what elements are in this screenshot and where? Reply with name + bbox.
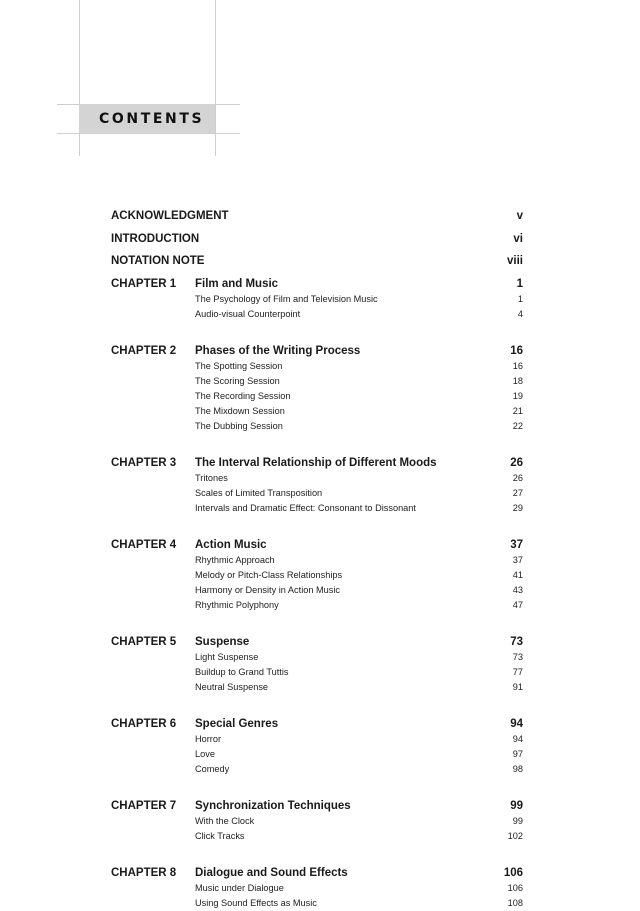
chapter-page: 94: [510, 717, 523, 730]
chapter-block: [111, 717, 523, 777]
section-entry[interactable]: [111, 389, 523, 404]
section-title: Neutral Suspense: [195, 681, 269, 692]
toc-entry-page: v: [516, 210, 523, 222]
section-title: Melody or Pitch-Class Relationships: [195, 569, 343, 580]
section-page: 108: [507, 897, 523, 908]
section-title: The Spotting Session: [195, 360, 283, 371]
section-title: Rhythmic Approach: [195, 554, 275, 565]
chapter-block: [111, 635, 523, 695]
section-page: 98: [512, 763, 523, 774]
section-page: 43: [512, 584, 523, 595]
section-entry[interactable]: [111, 762, 523, 777]
section-entry[interactable]: [111, 486, 523, 501]
toc-entry-label: NOTATION NOTE: [111, 255, 205, 268]
chapter-heading[interactable]: [111, 538, 523, 553]
section-page: 37: [512, 554, 523, 565]
section-page: 47: [512, 599, 523, 610]
section-page: 94: [512, 733, 523, 744]
section-page: 19: [512, 390, 523, 401]
section-page: 4: [517, 308, 523, 319]
section-entry[interactable]: [111, 732, 523, 747]
section-title: The Psychology of Film and Television Music: [195, 293, 378, 304]
section-entry[interactable]: [111, 374, 523, 389]
section-entry[interactable]: [111, 501, 523, 516]
chapter-number: CHAPTER 8: [111, 866, 177, 879]
chapter-title: Film and Music: [195, 277, 279, 290]
section-title: Rhythmic Polyphony: [195, 599, 279, 610]
section-title: Comedy: [195, 763, 230, 774]
section-entry[interactable]: [111, 680, 523, 695]
chapter-block: [111, 799, 523, 844]
section-entry[interactable]: [111, 292, 523, 307]
section-title: The Dubbing Session: [195, 420, 283, 431]
section-entry[interactable]: [111, 419, 523, 434]
section-entry[interactable]: [111, 598, 523, 613]
crop-mark-bottom: [57, 133, 240, 134]
chapter-title: Synchronization Techniques: [195, 799, 351, 812]
section-page: 97: [512, 748, 523, 759]
section-entry[interactable]: [111, 829, 523, 844]
section-page: 22: [512, 420, 523, 431]
section-entry[interactable]: [111, 404, 523, 419]
section-title: Buildup to Grand Tuttis: [195, 666, 289, 677]
section-page: 99: [512, 815, 523, 826]
section-entry[interactable]: [111, 747, 523, 762]
section-page: 102: [507, 830, 523, 841]
section-entry[interactable]: [111, 896, 523, 911]
section-page: 73: [512, 651, 523, 662]
chapter-block: [111, 344, 523, 434]
section-page: 29: [512, 502, 523, 513]
section-page: 27: [512, 487, 523, 498]
chapter-title: Phases of the Writing Process: [195, 344, 361, 357]
section-entry[interactable]: [111, 553, 523, 568]
section-title: Music under Dialogue: [195, 882, 284, 893]
section-title: The Scoring Session: [195, 375, 280, 386]
section-title: Click Tracks: [195, 830, 245, 841]
section-entry[interactable]: [111, 814, 523, 829]
chapter-heading[interactable]: [111, 866, 523, 881]
chapter-heading[interactable]: [111, 344, 523, 359]
chapter-title: Special Genres: [195, 717, 279, 730]
front-matter-list: [111, 209, 523, 277]
table-of-contents: [111, 209, 523, 911]
toc-entry-label: ACKNOWLEDGMENT: [111, 210, 229, 222]
section-page: 1: [517, 293, 523, 304]
chapter-heading[interactable]: [111, 717, 523, 732]
chapter-page: 1: [516, 277, 523, 290]
chapter-block: [111, 456, 523, 516]
section-title: Harmony or Density in Action Music: [195, 584, 341, 595]
section-title: Audio-visual Counterpoint: [195, 308, 301, 319]
chapter-page: 73: [510, 635, 523, 648]
chapter-number: CHAPTER 6: [111, 717, 177, 730]
section-page: 16: [512, 360, 523, 371]
chapter-page: 37: [510, 538, 523, 551]
chapter-title: The Interval Relationship of Different Moods: [195, 456, 437, 469]
chapter-page: 106: [503, 866, 523, 879]
page-title: CONTENTS: [99, 111, 205, 127]
toc-entry[interactable]: [111, 209, 523, 232]
toc-entry-page: vi: [513, 232, 523, 245]
chapter-block: [111, 277, 523, 322]
section-page: 18: [512, 375, 523, 386]
toc-entry[interactable]: [111, 254, 523, 277]
section-title: Using Sound Effects as Music: [195, 897, 317, 908]
section-title: Intervals and Dramatic Effect: Consonant to Dissonant: [195, 502, 416, 513]
chapter-title: Dialogue and Sound Effects: [195, 866, 348, 879]
section-title: The Mixdown Session: [195, 405, 285, 416]
chapter-title: Action Music: [195, 538, 267, 551]
chapter-block: [111, 866, 523, 911]
chapter-number: CHAPTER 5: [111, 635, 177, 648]
chapter-number: CHAPTER 1: [111, 277, 177, 290]
section-entry[interactable]: [111, 568, 523, 583]
chapter-page: 26: [510, 456, 523, 469]
section-entry[interactable]: [111, 583, 523, 598]
section-page: 91: [512, 681, 523, 692]
section-title: Love: [195, 748, 215, 759]
chapter-heading[interactable]: [111, 277, 523, 292]
section-entry[interactable]: [111, 307, 523, 322]
chapter-number: CHAPTER 7: [111, 799, 177, 812]
section-entry[interactable]: [111, 665, 523, 680]
chapter-title: Suspense: [195, 635, 250, 648]
toc-entry-page: viii: [507, 255, 523, 268]
section-entry[interactable]: [111, 650, 523, 665]
section-page: 26: [512, 472, 523, 483]
section-title: The Recording Session: [195, 390, 291, 401]
section-title: Scales of Limited Transposition: [195, 487, 323, 498]
chapter-number: CHAPTER 4: [111, 538, 177, 551]
section-page: 21: [512, 405, 523, 416]
chapter-list: [111, 277, 523, 911]
toc-entry-label: INTRODUCTION: [111, 232, 200, 245]
section-entry[interactable]: [111, 881, 523, 896]
chapter-heading[interactable]: [111, 456, 523, 471]
section-title: Tritones: [195, 472, 228, 483]
toc-entry[interactable]: [111, 232, 523, 255]
chapter-number: CHAPTER 3: [111, 456, 177, 469]
chapter-block: [111, 538, 523, 613]
section-title: Horror: [195, 733, 222, 744]
section-page: 41: [512, 569, 523, 580]
section-page: 106: [507, 882, 523, 893]
chapter-page: 16: [510, 344, 523, 357]
section-page: 77: [512, 666, 523, 677]
chapter-number: CHAPTER 2: [111, 344, 177, 357]
section-entry[interactable]: [111, 359, 523, 374]
chapter-heading[interactable]: [111, 635, 523, 650]
section-entry[interactable]: [111, 471, 523, 486]
chapter-page: 99: [510, 799, 523, 812]
chapter-heading[interactable]: [111, 799, 523, 814]
section-title: Light Suspense: [195, 651, 259, 662]
section-title: With the Clock: [195, 815, 255, 826]
